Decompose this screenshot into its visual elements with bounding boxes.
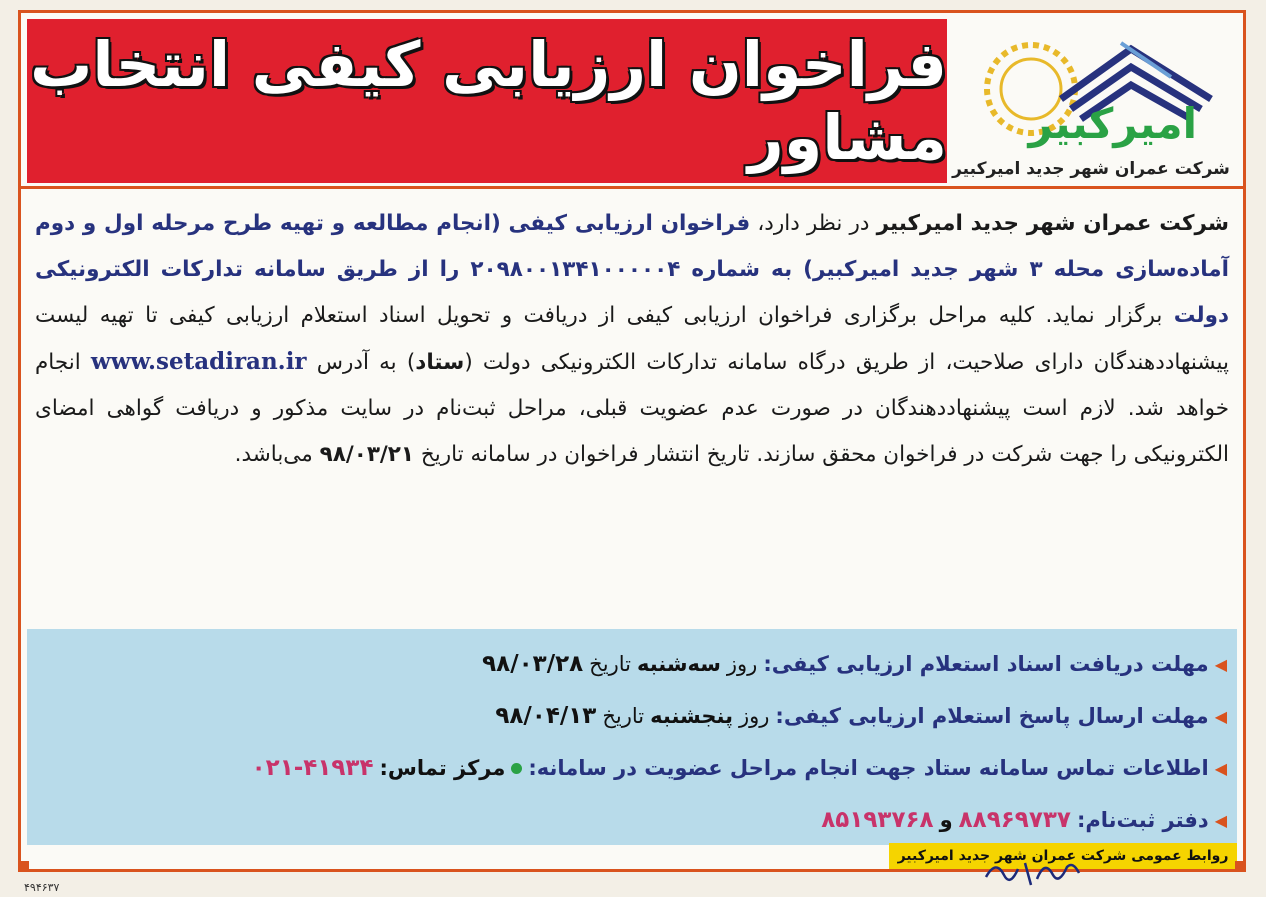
public-relations-strip: روابط عمومی شرکت عمران شهر جدید امیرکبیر <box>889 843 1237 869</box>
deadlines-box <box>27 629 1237 845</box>
registration-phone-2: ۸۵۱۹۳۷۶۸ <box>821 807 934 833</box>
contact-label: اطلاعات تماس سامانه ستاد جهت انجام مراحل عضویت در سامانه: <box>528 756 1209 780</box>
deadline-text: روز <box>738 704 770 728</box>
registration-phone-1: ۸۸۹۶۹۷۳۷ <box>958 807 1071 833</box>
announcement-body <box>35 201 1229 478</box>
logo-wordmark: امیرکبیر <box>1028 99 1197 148</box>
deadline-date: ۹۸/۰۴/۱۳ <box>495 703 597 729</box>
company-logo <box>945 19 1237 183</box>
deadline-day: سه‌شنبه <box>636 652 721 676</box>
bullet-arrow-icon: ◀ <box>1214 706 1227 726</box>
body-text-5: می‌باشد. <box>234 442 320 467</box>
bullet-arrow-icon: ◀ <box>1214 810 1227 830</box>
deadline-row-response <box>495 703 1227 729</box>
ad-header <box>21 13 1243 189</box>
bullet-arrow-icon: ◀ <box>1214 654 1227 674</box>
green-dot-icon <box>511 763 522 774</box>
deadline-day: پنجشنبه <box>650 704 733 728</box>
ad-frame <box>18 10 1246 872</box>
deadline-label: مهلت ارسال پاسخ استعلام ارزیابی کیفی: <box>775 704 1209 728</box>
ad-code: ۴۹۴۶۳۷ <box>24 881 60 894</box>
logo-caption: شرکت عمران شهر جدید امیرکبیر <box>952 159 1230 179</box>
company-name: شرکت عمران شهر جدید امیرکبیر <box>876 211 1230 236</box>
body-text-3: ) به آدرس <box>306 350 416 375</box>
contact-row-setad <box>252 755 1227 781</box>
corner-mark <box>1235 861 1245 871</box>
corner-mark <box>19 861 29 871</box>
ad-title: فراخوان ارزیابی کیفی انتخاب مشاور <box>30 28 947 174</box>
contact-row-registration <box>821 807 1227 833</box>
deadline-row-documents <box>482 651 1227 677</box>
body-text-4: انجام خواهد شد. لازم است پیشنهاددهندگان در صورت عدم عضویت قبلی، مراحل ثبت‌نام در سایت مذکور و دریافت گواهی امضای الکترونیکی را جهت شرکت در فراخوان محقق سازند. تاریخ انتشار فراخوان در سامانه تاریخ <box>35 350 1229 467</box>
body-text-1: در نظر دارد، <box>750 211 877 236</box>
deadline-text: تاریخ <box>589 652 631 676</box>
setad-url-link[interactable]: www.setadiran.ir <box>90 348 307 375</box>
call-center-phone: ۰۲۱-۴۱۹۳۴ <box>251 755 374 781</box>
registration-label: دفتر ثبت‌نام: <box>1076 808 1209 832</box>
bullet-arrow-icon: ◀ <box>1214 758 1227 778</box>
deadline-label: مهلت دریافت اسناد استعلام ارزیابی کیفی: <box>763 652 1209 676</box>
title-banner <box>27 19 947 183</box>
body-text-2: برگزار نماید. کلیه مراحل برگزاری فراخوان ارزیابی کیفی از دریافت و تحویل اسناد استعلام ارزیابی کیفی تا تهیه لیست پیشنهاددهندگان دارای صلاحیت، از طریق درگاه سامانه تدارکات الکترونیکی دولت ( <box>35 303 1230 375</box>
tender-subject: فراخوان ارزیابی کیفی (انجام مطالعه و تهیه طرح مرحله اول و دوم آماده‌سازی محله ۳ شهر جدید امیرکبیر) به شماره ۲۰۹۸۰۰۱۳۴۱۰۰۰۰۰۴ را از طریق سامانه تدارکات الکترونیکی دولت <box>35 211 1229 328</box>
setad-name: ستاد <box>415 350 465 375</box>
deadline-text: تاریخ <box>602 704 645 728</box>
and-text: و <box>939 808 953 832</box>
call-center-label: مرکز تماس: <box>379 756 506 780</box>
deadline-text: روز <box>726 652 758 676</box>
publish-date: ۹۸/۰۳/۲۱ <box>319 442 415 467</box>
deadline-date: ۹۸/۰۳/۲۸ <box>482 651 584 677</box>
handwritten-signature <box>981 855 1101 889</box>
